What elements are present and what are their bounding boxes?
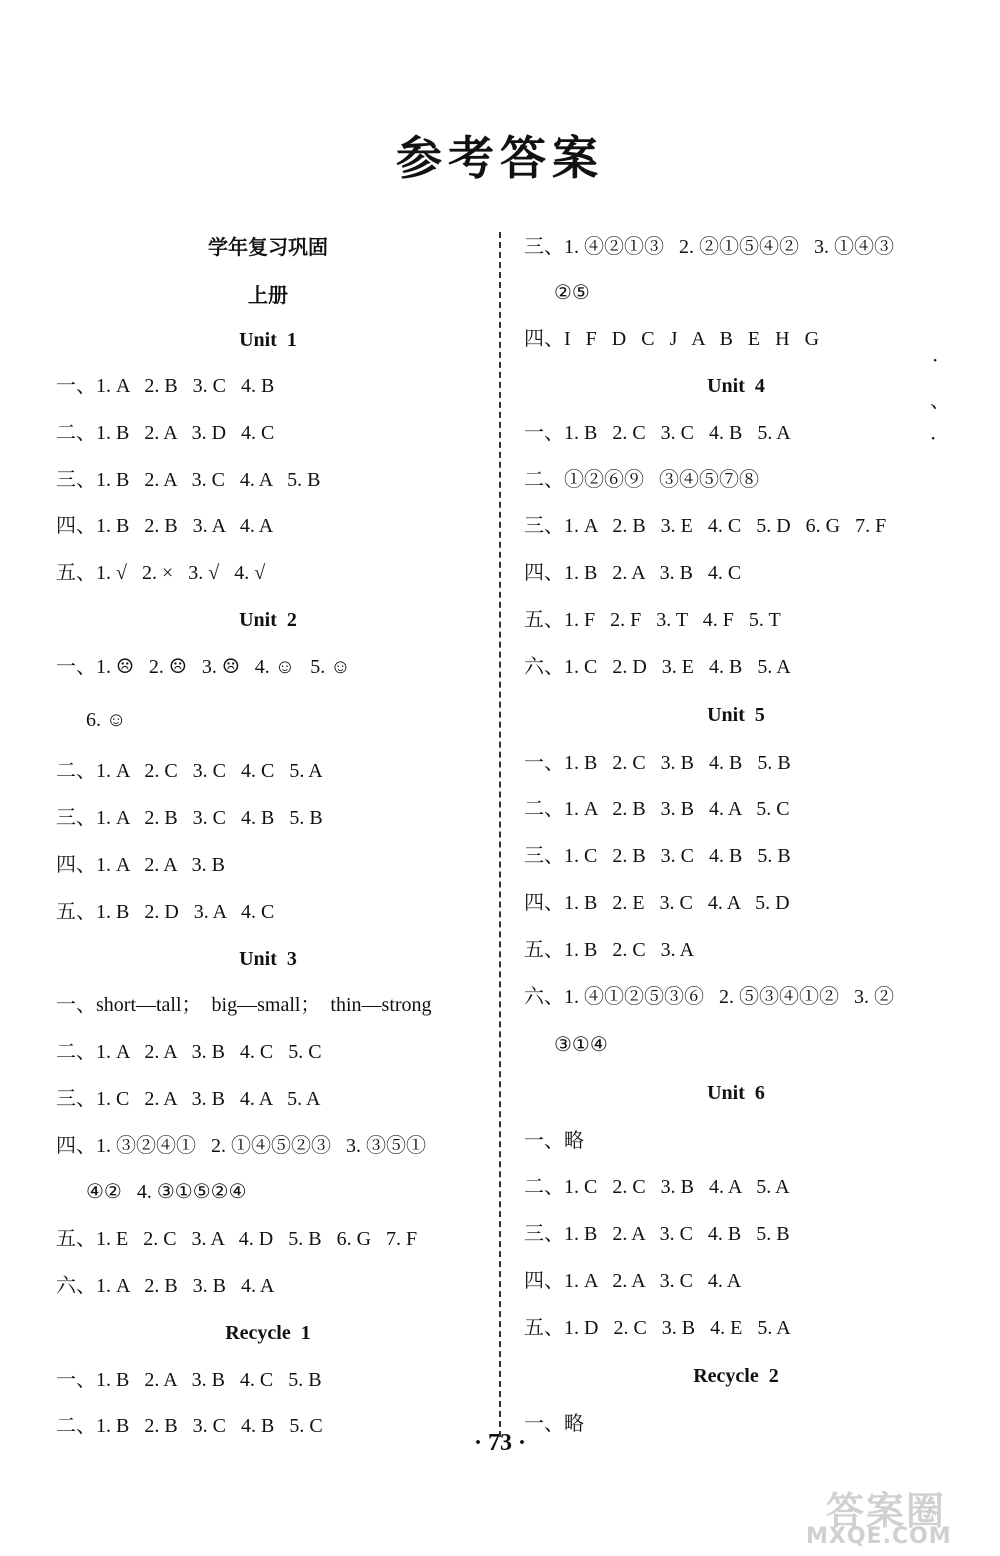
answer-line: 二、1. B 2. A 3. D 4. C [56,422,275,444]
answer-line: 五、1. √ 2. × 3. √ 4. √ [56,562,266,584]
answer-line-continued: ②⑤ [554,282,590,304]
answer-line: 六、1. C 2. D 3. E 4. B 5. A [524,656,791,678]
answer-line: 五、1. F 2. F 3. T 4. F 5. T [524,609,781,631]
answer-line: 二、1. B 2. B 3. C 4. B 5. C [56,1415,323,1437]
section-heading: Unit 6 [707,1082,765,1104]
answer-line: 一、略 [524,1413,584,1435]
margin-mark: · [930,426,937,450]
answer-line: 四、1. A 2. A 3. B [56,854,225,876]
answer-line: 二、1. C 2. C 3. B 4. A 5. A [524,1176,790,1198]
section-heading: Unit 5 [707,704,765,726]
answer-line: 一、1. A 2. B 3. C 4. B [56,375,275,397]
answer-line: 六、1. A 2. B 3. B 4. A [56,1275,275,1297]
answer-line: 四、1. B 2. A 3. B 4. C [524,562,742,584]
section-heading: 学年复习巩固 [208,235,328,259]
answer-line-continued: ④② 4. ③①⑤②④ [86,1181,247,1203]
page-title: 参考答案 [396,131,604,185]
page-number: · 73 · [473,1430,526,1456]
answer-line-continued: 6. ☺ [86,709,127,731]
answer-line: 三、1. C 2. A 3. B 4. A 5. A [56,1088,321,1110]
answer-line: 一、1. B 2. C 3. B 4. B 5. B [524,752,791,774]
answer-line: 五、1. E 2. C 3. A 4. D 5. B 6. G 7. F [56,1228,418,1250]
watermark-url: MXQE.COM [806,1524,952,1549]
watermark [806,1480,976,1548]
answer-line: 五、1. D 2. C 3. B 4. E 5. A [524,1317,791,1339]
answer-line: 六、1. ④①②⑤③⑥ 2. ⑤③④①② 3. ② [524,986,894,1008]
answer-line: 二、1. A 2. C 3. C 4. C 5. A [56,760,323,782]
answer-line: 一、略 [524,1130,584,1152]
section-heading: Unit 3 [239,948,297,970]
watermark-logo: 答案圈 [826,1489,947,1533]
answer-line: 三、1. A 2. B 3. E 4. C 5. D 6. G 7. F [524,515,887,537]
margin-mark: 、 [930,388,950,412]
answer-line: 一、1. B 2. A 3. B 4. C 5. B [56,1369,322,1391]
margin-mark: · [932,348,939,372]
answer-line: 二、1. A 2. B 3. B 4. A 5. C [524,798,790,820]
answer-line-continued: ③①④ [554,1034,608,1056]
answer-line: 四、1. A 2. A 3. C 4. A [524,1270,742,1292]
answer-line: 二、1. A 2. A 3. B 4. C 5. C [56,1041,322,1063]
answer-line: 一、1. ☹ 2. ☹ 3. ☹ 4. ☺ 5. ☺ [56,656,351,678]
section-heading: Unit 2 [239,609,297,631]
answer-line: 四、1. ③②④① 2. ①④⑤②③ 3. ③⑤① [56,1135,426,1157]
answer-line: 三、1. A 2. B 3. C 4. B 5. B [56,807,323,829]
section-heading: 上册 [248,283,288,307]
answer-line: 四、1. B 2. B 3. A 4. A [56,515,274,537]
section-heading: Recycle 1 [225,1322,311,1344]
answer-line: 三、1. B 2. A 3. C 4. A 5. B [56,469,321,491]
answer-line: 三、1. C 2. B 3. C 4. B 5. B [524,845,791,867]
answer-line: 四、I F D C J A B E H G [524,328,820,350]
section-heading: Recycle 2 [693,1365,779,1387]
answer-line: 二、①②⑥⑨ ③④⑤⑦⑧ [524,469,759,491]
answer-line: 五、1. B 2. D 3. A 4. C [56,901,275,923]
section-heading: Unit 4 [707,375,765,397]
answer-line: 三、1. B 2. A 3. C 4. B 5. B [524,1223,790,1245]
answer-line: 五、1. B 2. C 3. A [524,939,695,961]
answer-line: 四、1. B 2. E 3. C 4. A 5. D [524,892,790,914]
answer-line: 一、short—tall； big—small； thin—strong [56,994,432,1016]
column-divider [499,232,501,1437]
answer-line: 一、1. B 2. C 3. C 4. B 5. A [524,422,791,444]
answer-line: 三、1. ④②①③ 2. ②①⑤④② 3. ①④③ [524,236,894,258]
section-heading: Unit 1 [239,329,297,351]
